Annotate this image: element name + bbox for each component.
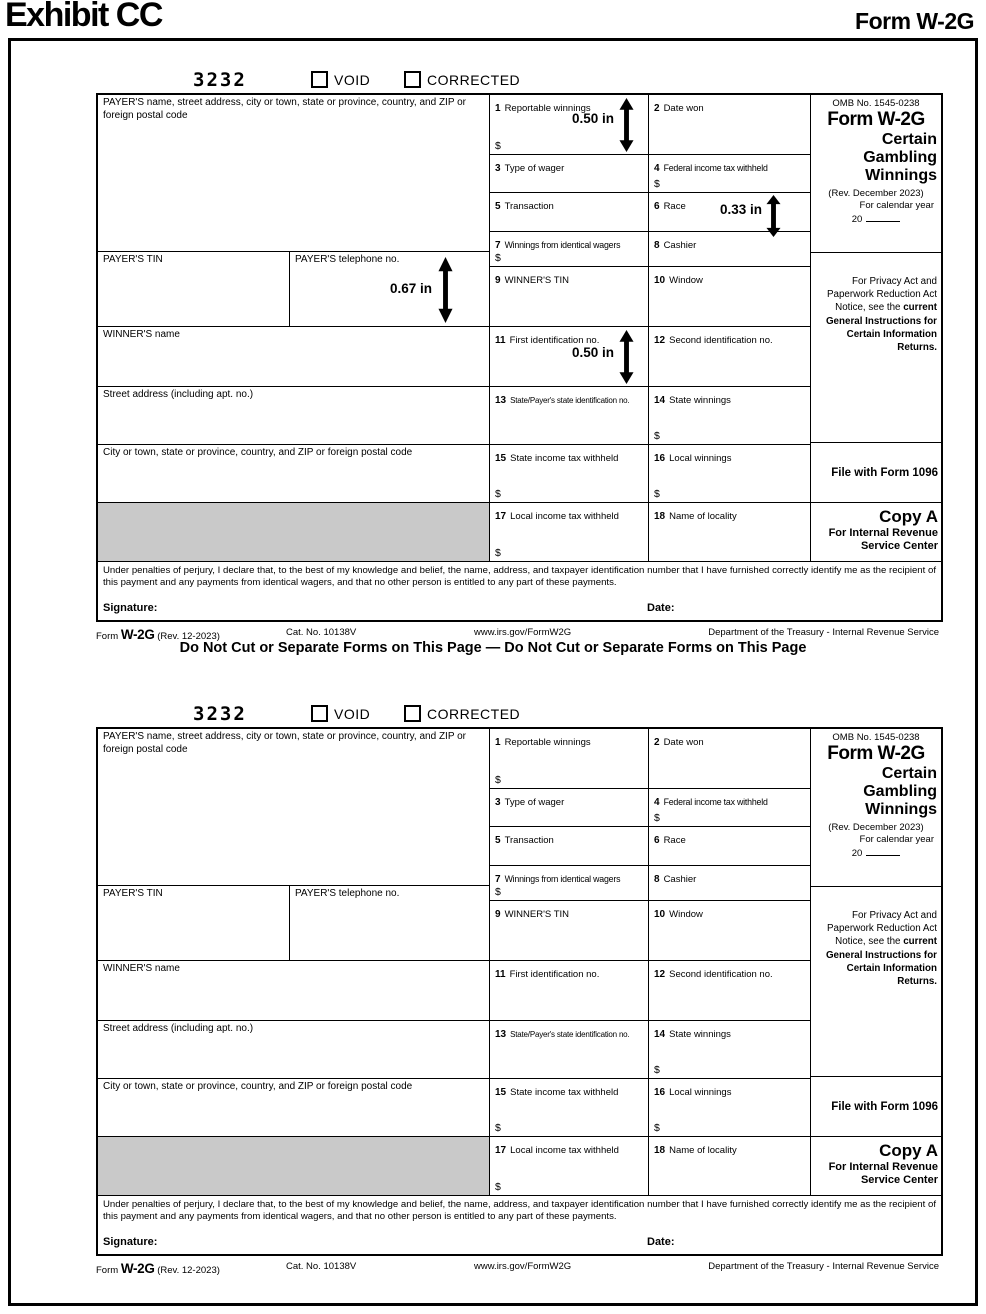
dollar-sign: $ <box>495 774 501 787</box>
box-3-type-of-wager[interactable] <box>490 789 649 827</box>
revision-date: (Rev. December 2023) <box>828 187 924 199</box>
footer-department: Department of the Treasury - Internal Revenue Service <box>708 627 939 638</box>
box-17-local-tax[interactable] <box>490 503 649 562</box>
box-number: 11 <box>495 335 506 346</box>
winner-name-cell[interactable] <box>98 327 490 387</box>
box-number: 16 <box>654 453 666 464</box>
box-8-cashier[interactable] <box>649 866 811 901</box>
dollar-sign: $ <box>495 1122 501 1135</box>
box-label: WINNER'S TIN <box>504 275 570 286</box>
copy-a-label: Copy A <box>879 507 938 526</box>
box-number: 11 <box>495 969 506 980</box>
dollar-sign: $ <box>654 178 660 191</box>
form-name: Form W-2G <box>827 743 925 764</box>
box-label: Cashier <box>663 874 697 885</box>
box-number: 5 <box>495 835 501 846</box>
box-label: Cashier <box>663 240 697 251</box>
form-code-row <box>96 69 939 91</box>
corrected-checkbox[interactable] <box>404 71 421 88</box>
footer-rev: (Rev. 12-2023) <box>157 1265 220 1276</box>
box-9-winners-tin[interactable] <box>490 267 649 327</box>
box-number: 2 <box>654 103 660 114</box>
box-12-second-id[interactable] <box>649 327 811 387</box>
box-label: Transaction <box>504 835 554 846</box>
city-cell[interactable] <box>98 445 490 503</box>
box-number: 16 <box>654 1087 666 1098</box>
box-number: 1 <box>495 103 501 114</box>
box-number: 14 <box>654 395 666 406</box>
box-label: Window <box>669 909 703 920</box>
box-15-state-tax[interactable] <box>490 1079 649 1137</box>
box-label: Local income tax withheld <box>510 511 619 522</box>
winner-name-cell[interactable] <box>98 961 490 1021</box>
date-label[interactable]: Date: <box>647 1236 675 1248</box>
copy-a-sublabel: For Internal Revenue Service Center <box>828 526 938 552</box>
box-label: State winnings <box>669 1029 731 1040</box>
box-label: Federal income tax withheld <box>663 163 768 173</box>
calendar-year-blank[interactable] <box>866 212 900 222</box>
corrected-checkbox-group <box>404 705 520 722</box>
box-number: 3 <box>495 163 501 174</box>
payer-phone-label: PAYER'S telephone no. <box>295 254 400 265</box>
payer-tin-cell[interactable] <box>98 886 290 961</box>
file-with-cell <box>811 443 941 503</box>
footer-form-name: W-2G <box>120 1261 155 1276</box>
corrected-label: CORRECTED <box>427 705 521 722</box>
privacy-notice-bold-text: current General Instructions for Certain Information Returns. <box>825 936 937 988</box>
payer-name-label: PAYER'S name, street address, city or town, state or province, country, and ZIP or foreign postal code <box>103 97 466 121</box>
void-checkbox[interactable] <box>311 71 328 88</box>
box-label: WINNER'S TIN <box>504 909 570 920</box>
vertical-measure-arrow-icon <box>438 257 453 323</box>
box-label: State/Payer's state identification no. <box>510 1030 630 1039</box>
box-number: 13 <box>495 1029 507 1040</box>
omb-number: OMB No. 1545-0238 <box>832 732 920 743</box>
w2g-form-copy-1 <box>96 69 939 653</box>
corrected-checkbox[interactable] <box>404 705 421 722</box>
box-label: First identification no. <box>509 335 600 346</box>
box-number: 8 <box>654 874 660 885</box>
footer-cat-no: Cat. No. 10138V <box>286 627 357 638</box>
dollar-sign: $ <box>495 252 501 265</box>
vertical-measure-arrow-icon <box>619 98 634 152</box>
payer-name-label: PAYER'S name, street address, city or town, state or province, country, and ZIP or foreign postal code <box>103 731 466 755</box>
winner-name-label: WINNER'S name <box>103 329 180 340</box>
privacy-notice-bold-text: current General Instructions for Certain Information Returns. <box>825 302 937 354</box>
box-label: State/Payer's state identification no. <box>510 396 630 405</box>
form-header-cell <box>811 95 941 253</box>
city-cell[interactable] <box>98 1079 490 1137</box>
box-number: 15 <box>495 1087 507 1098</box>
calendar-year-label: For calendar year <box>859 833 934 845</box>
box-label: Race <box>663 201 686 212</box>
footer-url[interactable]: www.irs.gov/FormW2G <box>474 627 572 638</box>
winner-name-label: WINNER'S name <box>103 963 180 974</box>
measurement-label: 0.50 in <box>571 345 614 360</box>
box-16-local-winnings[interactable] <box>649 445 811 503</box>
dollar-sign: $ <box>654 812 660 825</box>
privacy-notice-cell <box>811 887 941 1077</box>
privacy-notice-text: For Privacy Act and Paperwork Reduction Act Notice, see the <box>827 910 937 948</box>
date-label[interactable]: Date: <box>647 602 675 614</box>
box-2-date-won[interactable] <box>649 729 811 789</box>
box-17-local-tax[interactable] <box>490 1137 649 1196</box>
city-label: City or town, state or province, country, and ZIP or foreign postal code <box>103 447 413 458</box>
copy-a-cell <box>811 1137 941 1196</box>
box-2-date-won[interactable] <box>649 95 811 155</box>
payer-name-cell[interactable] <box>98 95 490 252</box>
box-18-locality[interactable] <box>649 503 811 562</box>
box-label: Reportable winnings <box>504 737 591 748</box>
form-subtitle: Certain Gambling Winnings <box>863 130 937 184</box>
box-number: 1 <box>495 737 501 748</box>
dollar-sign: $ <box>495 547 501 560</box>
box-13-state-id[interactable] <box>490 387 649 445</box>
measurement-label: 0.33 in <box>719 202 762 217</box>
box-number: 9 <box>495 909 501 920</box>
shaded-unused-cell <box>98 503 490 562</box>
declaration-section <box>98 562 941 620</box>
box-number: 7 <box>495 874 501 885</box>
box-number: 9 <box>495 275 501 286</box>
payer-tin-cell[interactable] <box>98 252 290 327</box>
box-14-state-winnings[interactable] <box>649 1021 811 1079</box>
footer-cat-no: Cat. No. 10138V <box>286 1261 357 1272</box>
copy-a-label: Copy A <box>879 1141 938 1160</box>
omb-number: OMB No. 1545-0238 <box>832 98 920 109</box>
page-form-title: Form W-2G <box>855 8 974 34</box>
box-8-cashier[interactable] <box>649 232 811 267</box>
box-number: 10 <box>654 275 666 286</box>
box-label: State income tax withheld <box>510 1087 619 1098</box>
box-number: 18 <box>654 511 666 522</box>
box-label: Local winnings <box>669 453 732 464</box>
box-12-second-id[interactable] <box>649 961 811 1021</box>
street-address-cell[interactable] <box>98 1021 490 1079</box>
privacy-notice-cell <box>811 253 941 443</box>
copy-a-cell <box>811 503 941 562</box>
box-label: Type of wager <box>504 797 565 808</box>
privacy-notice-text: For Privacy Act and Paperwork Reduction Act Notice, see the <box>827 276 937 314</box>
w2g-form-copy-2 <box>96 703 939 1287</box>
file-with-label: File with Form 1096 <box>831 1100 938 1113</box>
void-checkbox[interactable] <box>311 705 328 722</box>
box-15-state-tax[interactable] <box>490 445 649 503</box>
box-number: 12 <box>654 969 666 980</box>
payer-phone-cell[interactable] <box>290 886 490 961</box>
box-label: Name of locality <box>669 1145 737 1156</box>
box-label: Reportable winnings <box>504 103 591 114</box>
box-label: Date won <box>663 103 704 114</box>
corrected-label: CORRECTED <box>427 71 521 88</box>
box-number: 8 <box>654 240 660 251</box>
w2g-table <box>96 93 943 622</box>
copy-a-sublabel: For Internal Revenue Service Center <box>828 1160 938 1186</box>
form-subtitle: Certain Gambling Winnings <box>863 764 937 818</box>
box-14-state-winnings[interactable] <box>649 387 811 445</box>
footer-url[interactable]: www.irs.gov/FormW2G <box>474 1261 572 1272</box>
street-address-label: Street address (including apt. no.) <box>103 389 254 400</box>
file-with-label: File with Form 1096 <box>831 466 938 479</box>
box-number: 4 <box>654 797 660 808</box>
declaration-text: Under penalties of perjury, I declare that, to the best of my knowledge and belief, the name, address, and taxpayer identification number that I have furnished correctly identify me as the recipient of this payment and any payments from identical wagers, and that no other person is entitled to any part of these payments. <box>103 1199 936 1223</box>
dollar-sign: $ <box>654 488 660 501</box>
dollar-sign: $ <box>495 1181 501 1194</box>
box-label: Window <box>669 275 703 286</box>
box-label: Winnings from identical wagers <box>504 874 621 884</box>
box-number: 17 <box>495 511 507 522</box>
box-label: Transaction <box>504 201 554 212</box>
box-label: Local income tax withheld <box>510 1145 619 1156</box>
payer-name-cell[interactable] <box>98 729 490 886</box>
signature-label[interactable]: Signature: <box>103 602 158 614</box>
year-prefix: 20 <box>851 213 863 225</box>
calendar-year-row <box>811 212 941 225</box>
box-number: 13 <box>495 395 507 406</box>
box-number: 12 <box>654 335 666 346</box>
measurement-label: 0.50 in <box>571 111 614 126</box>
signature-label[interactable]: Signature: <box>103 1236 158 1248</box>
box-6-race[interactable] <box>649 827 811 866</box>
street-address-label: Street address (including apt. no.) <box>103 1023 254 1034</box>
box-3-type-of-wager[interactable] <box>490 155 649 193</box>
payer-tin-label: PAYER'S TIN <box>103 254 163 265</box>
footer-form-word: Form <box>96 1265 119 1276</box>
footer-form-id <box>96 1261 220 1276</box>
exhibit-sheet-border <box>8 38 978 1306</box>
void-label: VOID <box>334 705 371 722</box>
form-print-code: 3232 <box>193 69 247 91</box>
box-10-window[interactable] <box>649 267 811 327</box>
form-footer <box>96 625 939 641</box>
box-label: Second identification no. <box>669 335 773 346</box>
do-not-cut-separator: Do Not Cut or Separate Forms on This Page — Do Not Cut or Separate Forms on This Page <box>179 640 807 656</box>
footer-rev: (Rev. 12-2023) <box>157 631 220 642</box>
year-prefix: 20 <box>851 847 863 859</box>
box-number: 10 <box>654 909 666 920</box>
dollar-sign: $ <box>495 488 501 501</box>
void-checkbox-group <box>311 705 370 722</box>
box-label: Type of wager <box>504 163 565 174</box>
declaration-section <box>98 1196 941 1254</box>
form-name: Form W-2G <box>827 109 925 130</box>
form-footer <box>96 1259 939 1275</box>
revision-date: (Rev. December 2023) <box>828 821 924 833</box>
box-number: 2 <box>654 737 660 748</box>
box-label: Race <box>663 835 686 846</box>
box-7-identical-wagers[interactable] <box>490 232 649 267</box>
measurement-label: 0.67 in <box>389 281 432 296</box>
payer-phone-label: PAYER'S telephone no. <box>295 888 400 899</box>
calendar-year-blank[interactable] <box>866 846 900 856</box>
box-5-transaction[interactable] <box>490 827 649 866</box>
box-4-federal-tax[interactable] <box>649 155 811 193</box>
box-number: 15 <box>495 453 507 464</box>
box-number: 6 <box>654 835 660 846</box>
street-address-cell[interactable] <box>98 387 490 445</box>
box-label: Local winnings <box>669 1087 732 1098</box>
calendar-year-label: For calendar year <box>859 199 934 211</box>
payer-tin-label: PAYER'S TIN <box>103 888 163 899</box>
box-13-state-id[interactable] <box>490 1021 649 1079</box>
box-label: Name of locality <box>669 511 737 522</box>
declaration-text: Under penalties of perjury, I declare that, to the best of my knowledge and belief, the name, address, and taxpayer identification number that I have furnished correctly identify me as the recipient of this payment and any payments from identical wagers, and that no other person is entitled to any part of these payments. <box>103 565 936 589</box>
box-number: 5 <box>495 201 501 212</box>
footer-form-name: W-2G <box>120 627 155 642</box>
calendar-year-row <box>811 846 941 859</box>
box-label: Winnings from identical wagers <box>504 240 621 250</box>
box-label: Date won <box>663 737 704 748</box>
box-label: State income tax withheld <box>510 453 619 464</box>
void-checkbox-group <box>311 71 370 88</box>
box-label: Second identification no. <box>669 969 773 980</box>
box-16-local-winnings[interactable] <box>649 1079 811 1137</box>
void-label: VOID <box>334 71 371 88</box>
box-number: 4 <box>654 163 660 174</box>
city-label: City or town, state or province, country, and ZIP or foreign postal code <box>103 1081 413 1092</box>
dollar-sign: $ <box>654 1122 660 1135</box>
dollar-sign: $ <box>654 1064 660 1077</box>
box-number: 7 <box>495 240 501 251</box>
box-number: 14 <box>654 1029 666 1040</box>
corrected-checkbox-group <box>404 71 520 88</box>
w2g-table <box>96 727 943 1256</box>
footer-department: Department of the Treasury - Internal Revenue Service <box>708 1261 939 1272</box>
box-4-federal-tax[interactable] <box>649 789 811 827</box>
dollar-sign: $ <box>495 886 501 899</box>
file-with-cell <box>811 1077 941 1137</box>
box-11-first-id[interactable] <box>490 961 649 1021</box>
box-number: 6 <box>654 201 660 212</box>
form-header-cell <box>811 729 941 887</box>
footer-form-word: Form <box>96 631 119 642</box>
box-7-identical-wagers[interactable] <box>490 866 649 901</box>
box-number: 18 <box>654 1145 666 1156</box>
box-9-winners-tin[interactable] <box>490 901 649 961</box>
dollar-sign: $ <box>654 430 660 443</box>
box-number: 17 <box>495 1145 507 1156</box>
box-18-locality[interactable] <box>649 1137 811 1196</box>
box-label: Federal income tax withheld <box>663 797 768 807</box>
form-code-row <box>96 703 939 725</box>
vertical-measure-arrow-icon <box>619 330 634 384</box>
form-print-code: 3232 <box>193 703 247 725</box>
exhibit-title: Exhibit CC <box>5 0 162 34</box>
shaded-unused-cell <box>98 1137 490 1196</box>
vertical-measure-arrow-icon <box>766 195 781 237</box>
box-1-reportable-winnings[interactable] <box>490 729 649 789</box>
box-label: State winnings <box>669 395 731 406</box>
box-number: 3 <box>495 797 501 808</box>
box-label: First identification no. <box>509 969 600 980</box>
dollar-sign: $ <box>495 140 501 153</box>
box-5-transaction[interactable] <box>490 193 649 232</box>
box-10-window[interactable] <box>649 901 811 961</box>
